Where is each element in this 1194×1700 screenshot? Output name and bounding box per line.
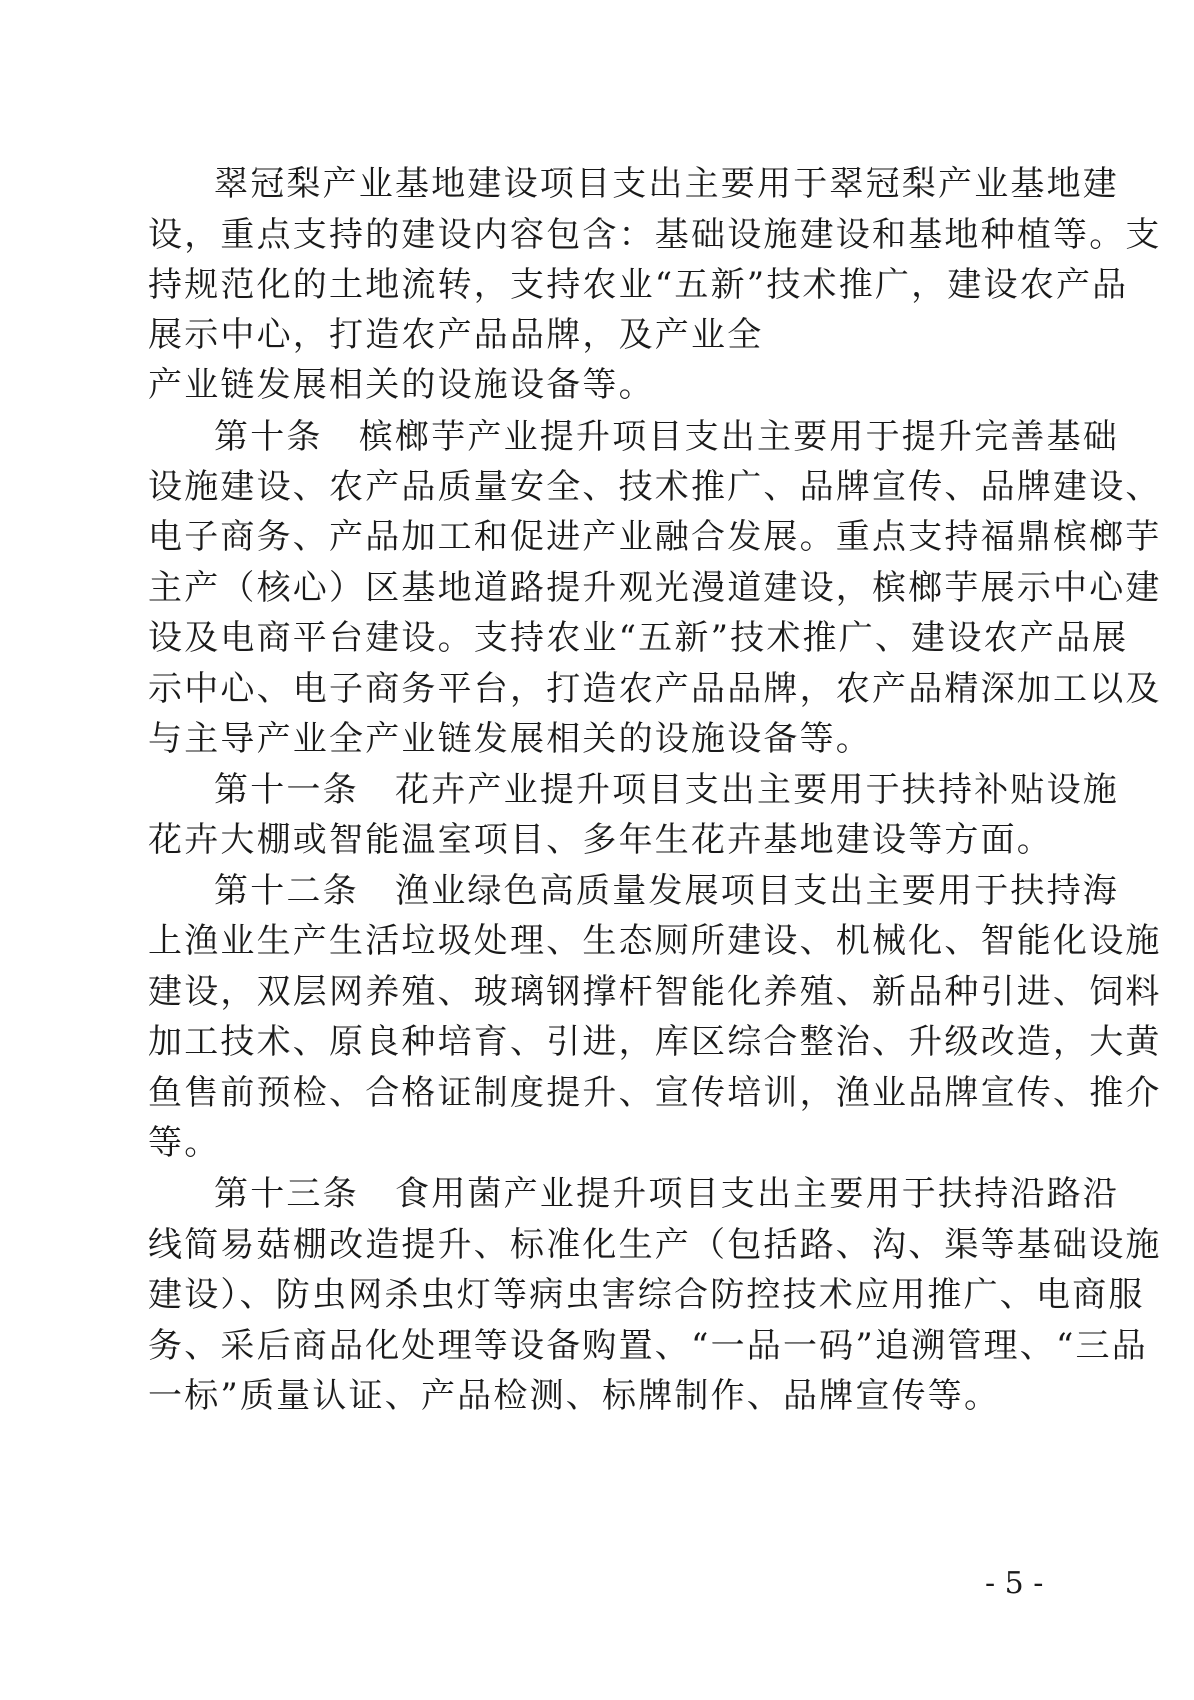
- text-line: 设，重点支持的建设内容包含：基础设施建设和基地种植等。支: [148, 215, 1162, 255]
- text-line: 翠冠梨产业基地建设项目支出主要用于翠冠梨产业基地建: [214, 164, 1119, 204]
- text-line: 等。: [148, 1123, 221, 1163]
- text-line: 设施建设、农产品质量安全、技术推广、品牌宣传、品牌建设、: [148, 467, 1162, 507]
- page-number: - 5 -: [985, 1566, 1044, 1601]
- text-line: 示中心、电子商务平台，打造农产品品牌，农产品精深加工以及: [148, 669, 1162, 709]
- text-line: 持规范化的土地流转，支持农业“五新”技术推广，建设农产品: [148, 265, 1129, 305]
- text-line: 第十三条 食用菌产业提升项目支出主要用于扶持沿路沿: [214, 1174, 1119, 1214]
- text-line: 建设，双层网养殖、玻璃钢撑杆智能化养殖、新品种引进、饲料: [148, 972, 1162, 1012]
- text-line: 电子商务、产品加工和促进产业融合发展。重点支持福鼎槟榔芋: [148, 517, 1162, 557]
- text-line: 设及电商平台建设。支持农业“五新”技术推广、建设农产品展: [148, 618, 1129, 658]
- text-line: 鱼售前预检、合格证制度提升、宣传培训，渔业品牌宣传、推介: [148, 1073, 1162, 1113]
- text-line: 主产（核心）区基地道路提升观光漫道建设，槟榔芋展示中心建: [148, 568, 1162, 608]
- text-line: 花卉大棚或智能温室项目、多年生花卉基地建设等方面。: [148, 820, 1053, 860]
- text-line: 第十条 槟榔芋产业提升项目支出主要用于提升完善基础: [214, 417, 1119, 457]
- text-line: 一标”质量认证、产品检测、标牌制作、品牌宣传等。: [148, 1376, 1001, 1416]
- text-line: 第十一条 花卉产业提升项目支出主要用于扶持补贴设施: [214, 770, 1119, 810]
- text-line: 产业链发展相关的设施设备等。: [148, 365, 655, 405]
- text-line: 展示中心，打造农产品品牌，及产业全: [148, 315, 764, 355]
- text-line: 务、采后商品化处理等设备购置、“一品一码”追溯管理、“三品: [148, 1326, 1148, 1366]
- text-line: 上渔业生产生活垃圾处理、生态厕所建设、机械化、智能化设施: [148, 921, 1162, 961]
- text-line: 建设）、防虫网杀虫灯等病虫害综合防控技术应用推广、电商服: [148, 1275, 1145, 1315]
- text-line: 加工技术、原良种培育、引进，库区综合整治、升级改造，大黄: [148, 1022, 1162, 1062]
- text-line: 第十二条 渔业绿色高质量发展项目支出主要用于扶持海: [214, 871, 1119, 911]
- text-line: 线简易菇棚改造提升、标准化生产（包括路、沟、渠等基础设施: [148, 1225, 1162, 1265]
- text-line: 与主导产业全产业链发展相关的设施设备等。: [148, 719, 872, 759]
